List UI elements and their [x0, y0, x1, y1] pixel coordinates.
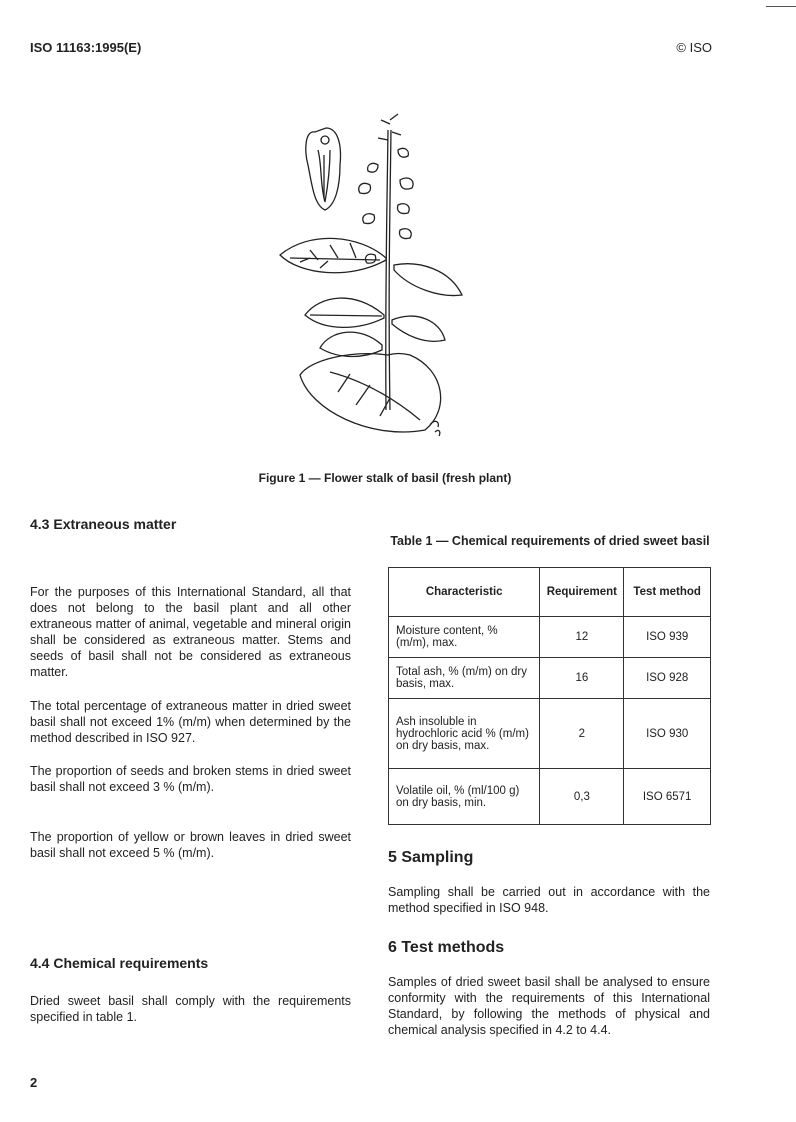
cell-method: ISO 930 — [624, 699, 711, 769]
table-row — [389, 658, 711, 699]
page-number: 2 — [30, 1075, 38, 1090]
header-test-method: Test method — [624, 568, 711, 617]
table-row — [389, 617, 711, 658]
page-edge-mark — [766, 6, 796, 7]
section-4-3-paragraph-4: The proportion of yellow or brown leaves in dried sweet basil shall not exceed 5 % (m/m). — [30, 830, 351, 860]
section-6-paragraph-1: Samples of dried sweet basil shall be analysed to ensure conformity with the requirements of this International Standard, by following the methods of physical and chemical analysis specified in 4.2 to 4.4. — [388, 975, 710, 1037]
document-id: ISO 11163:1995(E) — [30, 40, 142, 55]
section-4-3-heading: 4.3 Extraneous matter — [30, 516, 177, 532]
cell-requirement: 0,3 — [540, 769, 624, 825]
table-header-row — [389, 568, 711, 617]
section-4-3-paragraph-1: For the purposes of this International Standard, all that does not belong to the basil plant and all other extraneous matter of animal, vegetable and mineral origin shall be considered as extraneous matter. Stems and seeds of basil shall not be considered as extraneous matter. — [30, 585, 351, 679]
cell-characteristic: Moisture content, % (m/m), max. — [389, 617, 540, 658]
section-4-4-heading: 4.4 Chemical requirements — [30, 955, 209, 971]
cell-characteristic: Volatile oil, % (ml/100 g) on dry basis, min. — [389, 769, 540, 825]
section-4-4-paragraph-1: Dried sweet basil shall comply with the requirements specified in table 1. — [30, 994, 351, 1024]
section-6-heading: 6 Test methods — [388, 939, 505, 956]
basil-plant-illustration — [270, 110, 470, 460]
cell-requirement: 12 — [540, 617, 624, 658]
section-4-3-paragraph-2: The total percentage of extraneous matter in dried sweet basil shall not exceed 1% (m/m) when determined by the method described in ISO 927. — [30, 699, 351, 745]
figure-caption: Figure 1 — Flower stalk of basil (fresh plant) — [258, 471, 512, 485]
table-row — [389, 769, 711, 825]
section-5-heading: 5 Sampling — [388, 849, 474, 866]
chemical-requirements-table — [388, 567, 711, 825]
copyright-mark: © ISO — [676, 40, 712, 55]
cell-method: ISO 939 — [624, 617, 711, 658]
table-row — [389, 699, 711, 769]
table-1-title: Table 1 — Chemical requirements of dried sweet basil — [390, 534, 710, 548]
cell-method: ISO 6571 — [624, 769, 711, 825]
header-requirement: Requirement — [540, 568, 624, 617]
section-5-paragraph-1: Sampling shall be carried out in accordance with the method specified in ISO 948. — [388, 885, 710, 915]
cell-requirement: 2 — [540, 699, 624, 769]
cell-characteristic: Total ash, % (m/m) on dry basis, max. — [389, 658, 540, 699]
cell-requirement: 16 — [540, 658, 624, 699]
section-4-3-paragraph-3: The proportion of seeds and broken stems in dried sweet basil shall not exceed 3 % (m/m). — [30, 764, 351, 794]
header-characteristic: Characteristic — [389, 568, 540, 617]
cell-method: ISO 928 — [624, 658, 711, 699]
cell-characteristic: Ash insoluble in hydrochloric acid % (m/m) on dry basis, max. — [389, 699, 540, 769]
